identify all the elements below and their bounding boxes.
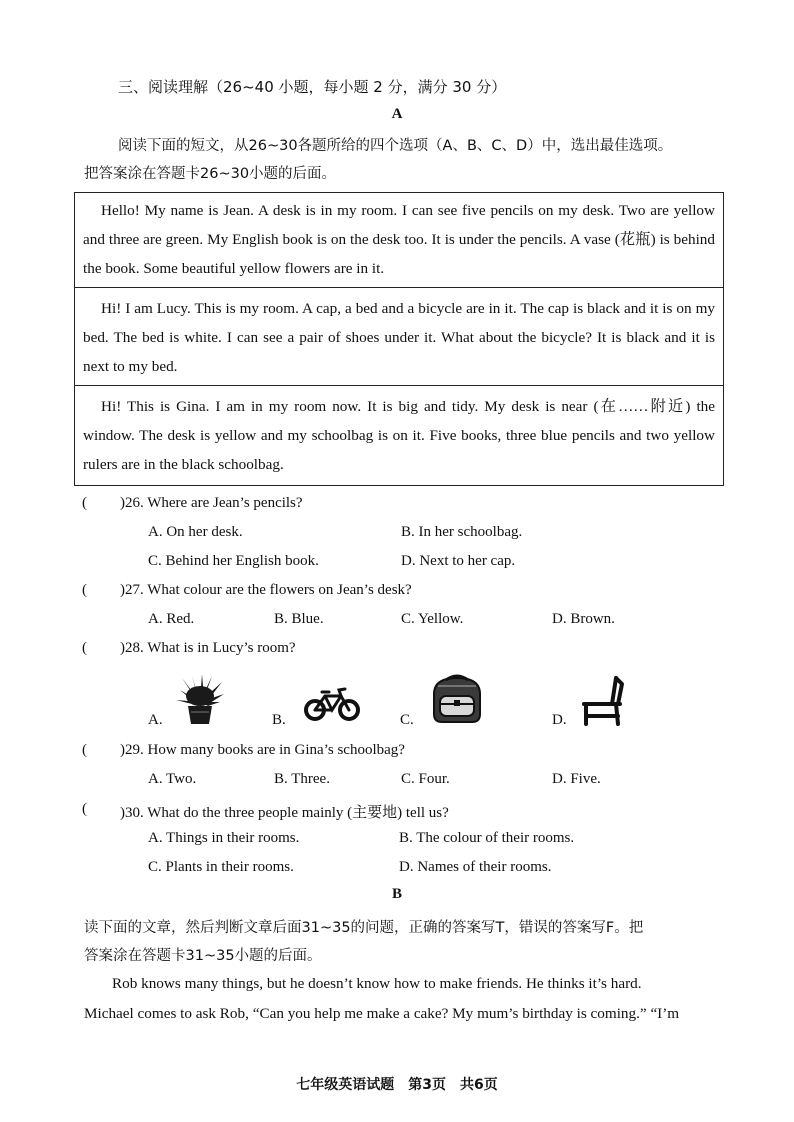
passage-jean: Hello! My name is Jean. A desk is in my room. I can see five pencils on my desk. Two are yellow and three are green. My English book is on the desk too. It is under the pencils. A vase (花瓶) is behind the book. Some beautiful yellow flowers are in it. [74,192,724,288]
q27-option-b[interactable]: B. Blue. [274,611,324,627]
q30-option-c[interactable]: C. Plants in their rooms. [148,859,294,875]
q29-option-d[interactable]: D. Five. [552,771,601,787]
part-b-instruction-2: 答案涂在答题卡31~35小题的后面。 [84,948,322,964]
question-30-stem: )30. What do the three people mainly (主要地) tell us? [120,805,449,821]
q28-option-a[interactable]: A. [148,712,163,728]
instruction-line-1: 阅读下面的短文，从26~30各题所给的四个选项（A、B、C、D）中，选出最佳选项。 [118,138,673,154]
page-footer: 七年级英语试题 第3页 共6页 [296,1077,498,1093]
q28-option-c[interactable]: C. [400,712,414,728]
chair-icon [578,674,628,728]
section-title: 三、阅读理解（26~40 小题，每小题 2 分，满分 30 分） [118,78,507,96]
part-b-instruction-1: 读下面的文章，然后判断文章后面31~35的问题，正确的答案写T，错误的答案写F。把 [84,920,644,936]
question-28-stem: )28. What is in Lucy’s room? [120,640,296,656]
part-b-text-line-2: Michael comes to ask Rob, “Can you help me make a cake? My mum’s birthday is coming.” “I’m [84,1005,680,1022]
question-29-stem: )29. How many books are in Gina’s schoolbag? [120,742,405,758]
part-a-label: A [391,106,403,122]
instruction-line-2: 把答案涂在答题卡26~30小题的后面。 [84,166,337,182]
q27-option-a[interactable]: A. Red. [148,611,195,627]
question-26-stem: )26. Where are Jean’s pencils? [120,495,303,511]
q26-option-b[interactable]: B. In her schoolbag. [401,524,523,540]
q26-option-a[interactable]: A. On her desk. [148,524,243,540]
answer-paren: ( [82,801,87,817]
passage-lucy: Hi! I am Lucy. This is my room. A cap, a bed and a bicycle are in it. The cap is black and it is on my bed. The bed is white. I can see a pair of shoes under it. What about the bicycle? It is black and it is next to my bed. [74,288,724,386]
q27-option-d[interactable]: D. Brown. [552,611,615,627]
q30-option-d[interactable]: D. Names of their rooms. [399,859,552,875]
answer-paren: ( [82,640,87,656]
q27-option-c[interactable]: C. Yellow. [401,611,464,627]
q29-option-c[interactable]: C. Four. [401,771,450,787]
q26-option-d[interactable]: D. Next to her cap. [401,553,516,569]
potted-plant-icon [172,672,228,726]
answer-paren: ( [82,495,87,511]
q29-option-a[interactable]: A. Two. [148,771,197,787]
bicycle-icon [303,686,361,722]
part-b-label: B [391,886,402,902]
part-b-text-line-1: Rob knows many things, but he doesn’t know how to make friends. He thinks it’s hard. [112,975,642,992]
q29-option-b[interactable]: B. Three. [274,771,330,787]
question-27-stem: )27. What colour are the flowers on Jean’s desk? [120,582,412,598]
q28-option-b[interactable]: B. [272,712,286,728]
answer-paren: ( [82,742,87,758]
q26-option-c[interactable]: C. Behind her English book. [148,553,319,569]
answer-paren: ( [82,582,87,598]
q30-option-a[interactable]: A. Things in their rooms. [148,830,300,846]
q30-option-b[interactable]: B. The colour of their rooms. [399,830,575,846]
backpack-icon [428,674,486,726]
q28-option-d[interactable]: D. [552,712,567,728]
passage-gina: Hi! This is Gina. I am in my room now. It is big and tidy. My desk is near (在……附近) the window. The desk is yellow and my schoolbag is on it. Five books, three blue pencils and two yellow rulers are in the black schoolbag. [74,386,724,486]
